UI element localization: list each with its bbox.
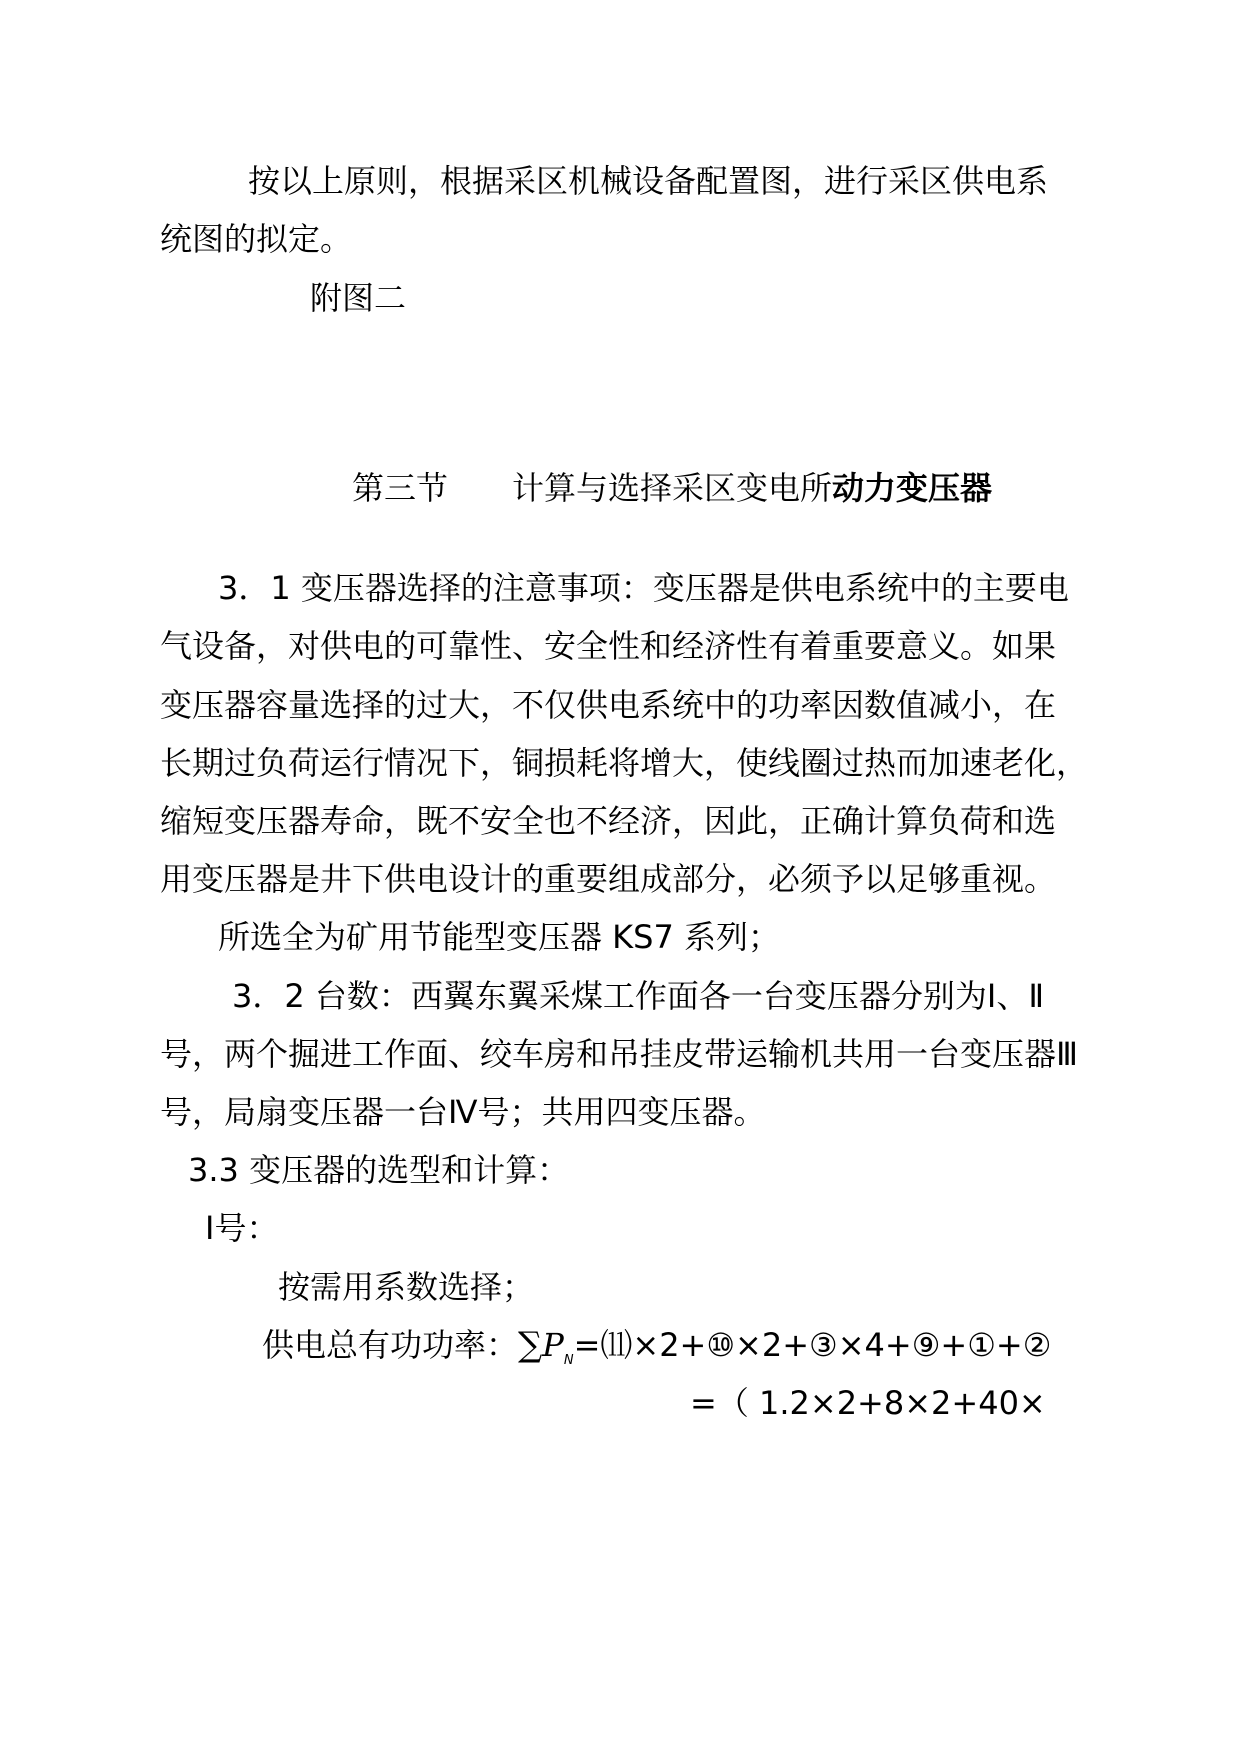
- power-symbol: P: [542, 1326, 564, 1364]
- subscript: N: [563, 1353, 574, 1368]
- paragraph-line: 按需用系数选择；: [278, 1268, 535, 1306]
- section-number: 第三节: [352, 469, 449, 507]
- section-heading: [352, 468, 992, 508]
- paragraph-line: 3．1 变压器选择的注意事项：变压器是供电系统中的主要电: [218, 569, 1069, 607]
- figure-reference: 附图二: [310, 279, 407, 317]
- paragraph-line: 号，局扇变压器一台Ⅳ号；共用四变压器。: [160, 1093, 766, 1131]
- paragraph-line: 统图的拟定。: [160, 220, 353, 258]
- paragraph-line: 所选全为矿用节能型变压器 KS7 系列；: [218, 918, 781, 956]
- paragraph-line: 变压器容量选择的过大，不仅供电系统中的功率因数值减小，在: [160, 686, 1057, 724]
- formula-label: 供电总有功功率：: [262, 1326, 519, 1364]
- paragraph-line: 气设备，对供电的可靠性、安全性和经济性有着重要意义。如果: [160, 627, 1057, 665]
- paragraph-line: 按以上原则，根据采区机械设备配置图，进行采区供电系: [248, 162, 1049, 200]
- sigma-symbol: ∑: [518, 1325, 543, 1365]
- formula-rhs: =⑾×2+⑩×2+③×4+⑨+①+②: [573, 1326, 1052, 1364]
- subsection-heading: 3.3 变压器的选型和计算：: [188, 1151, 570, 1189]
- paragraph-line: 长期过负荷运行情况下，铜损耗将增大，使线圈过热而加速老化，: [160, 744, 1089, 782]
- section-title-bold: 动力变压器: [832, 469, 993, 507]
- paragraph-line: 3．2 台数：西翼东翼采煤工作面各一台变压器分别为Ⅰ、Ⅱ: [232, 977, 1045, 1015]
- paragraph-line: 用变压器是井下供电设计的重要组成部分，必须予以足够重视。: [160, 860, 1057, 898]
- subsection-heading: Ⅰ号：: [205, 1209, 279, 1247]
- section-title: 计算与选择采区变电所: [512, 469, 833, 507]
- formula-line: [262, 1325, 1051, 1373]
- paragraph-line: 缩短变压器寿命，既不安全也不经济，因此，正确计算负荷和选: [160, 802, 1057, 840]
- formula-line: =（ 1.2×2+8×2+40×: [690, 1384, 1046, 1422]
- paragraph-line: 号，两个掘进工作面、绞车房和吊挂皮带运输机共用一台变压器Ⅲ: [160, 1035, 1079, 1073]
